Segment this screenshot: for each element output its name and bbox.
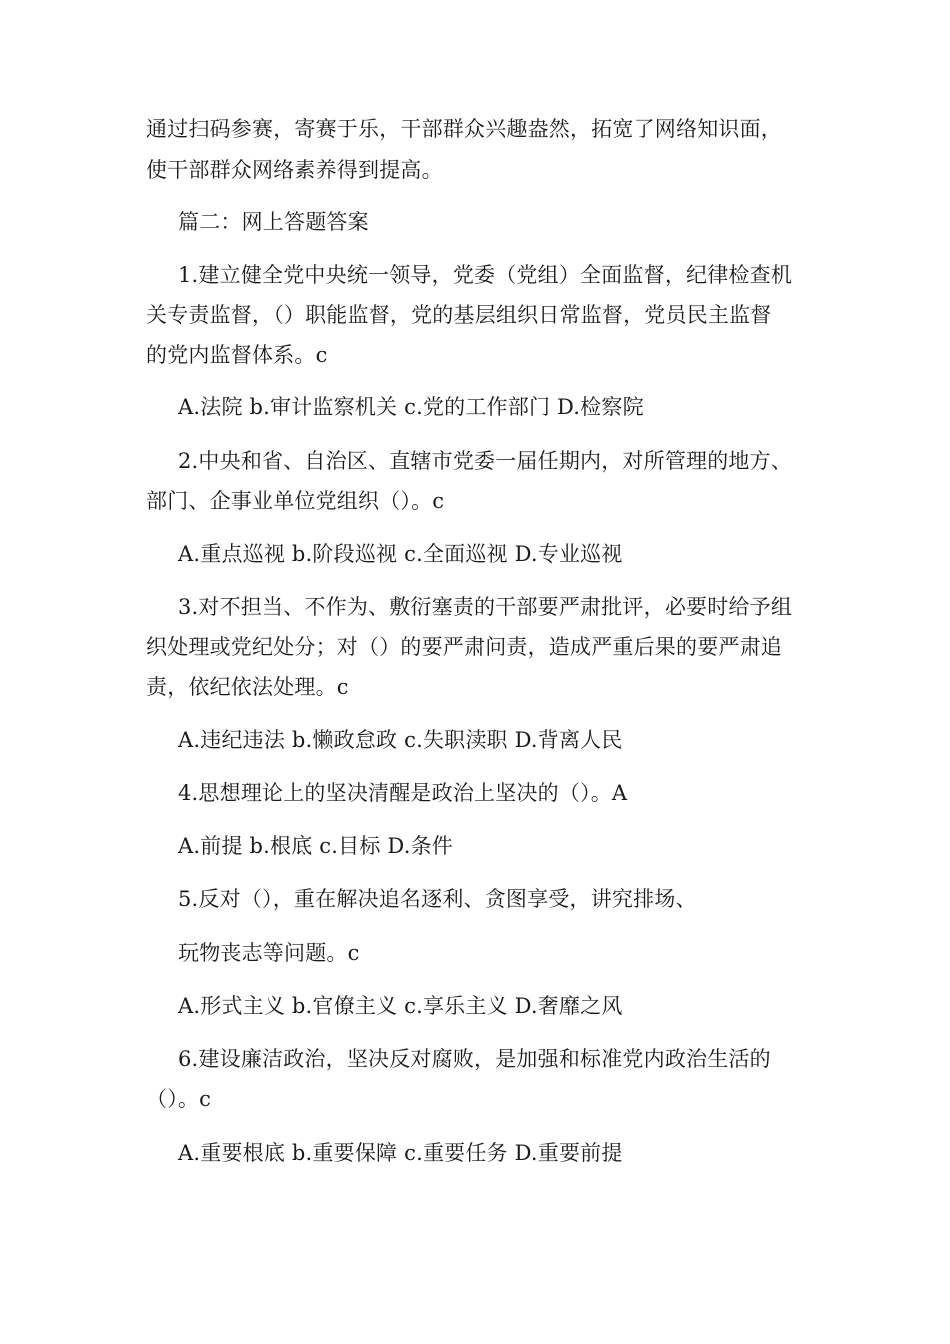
section-heading: 篇二：网上答题答案 [178, 210, 369, 234]
question-5-line-1: 5.反对（），重在解决追名逐利、贪图享受，讲究排场、 [178, 887, 697, 911]
question-3-line-2: 织处理或党纪处分；对（）的要严肃问责，造成严重后果的要严肃追 [146, 635, 782, 659]
question-4-line-1: 4.思想理论上的坚决清醒是政治上坚决的（）。A [178, 781, 628, 805]
question-5-options: A.形式主义 b.官僚主义 c.享乐主义 D.奢靡之风 [178, 994, 623, 1018]
question-6-options: A.重要根底 b.重要保障 c.重要任务 D.重要前提 [178, 1141, 623, 1165]
question-1-options: A.法院 b.审计监察机关 c.党的工作部门 D.检察院 [178, 395, 644, 419]
question-1-line-3: 的党内监督体系。c [146, 343, 328, 367]
intro-line-2: 使干部群众网络素养得到提高。 [146, 158, 443, 182]
question-6-line-2: （）。c [146, 1087, 212, 1111]
intro-line-1: 通过扫码参赛，寄赛于乐，干部群众兴趣盎然，拓宽了网络知识面， [146, 117, 782, 141]
question-2-options: A.重点巡视 b.阶段巡视 c.全面巡视 D.专业巡视 [178, 542, 623, 566]
question-5-line-2: 玩物丧志等问题。c [178, 941, 360, 965]
question-2-line-2: 部门、企事业单位党组织（）。c [146, 489, 445, 513]
question-1-line-2: 关专责监督，（）职能监督，党的基层组织日常监督，党员民主监督 [146, 303, 772, 327]
question-3-line-1: 3.对不担当、不作为、敷衍塞责的干部要严肃批评，必要时给予组 [178, 595, 793, 619]
question-1-line-1: 1.建立健全党中央统一领导，党委（党组）全面监督，纪律检查机 [178, 263, 793, 287]
question-3-options: A.违纪违法 b.懒政怠政 c.失职渎职 D.背离人民 [178, 728, 623, 752]
question-3-line-3: 责，依纪依法处理。c [146, 675, 349, 699]
question-6-line-1: 6.建设廉洁政治，坚决反对腐败，是加强和标准党内政治生活的 [178, 1047, 771, 1071]
question-4-options: A.前提 b.根底 c.目标 D.条件 [178, 834, 453, 858]
question-2-line-1: 2.中央和省、自治区、直辖市党委一届任期内，对所管理的地方、 [178, 449, 793, 473]
